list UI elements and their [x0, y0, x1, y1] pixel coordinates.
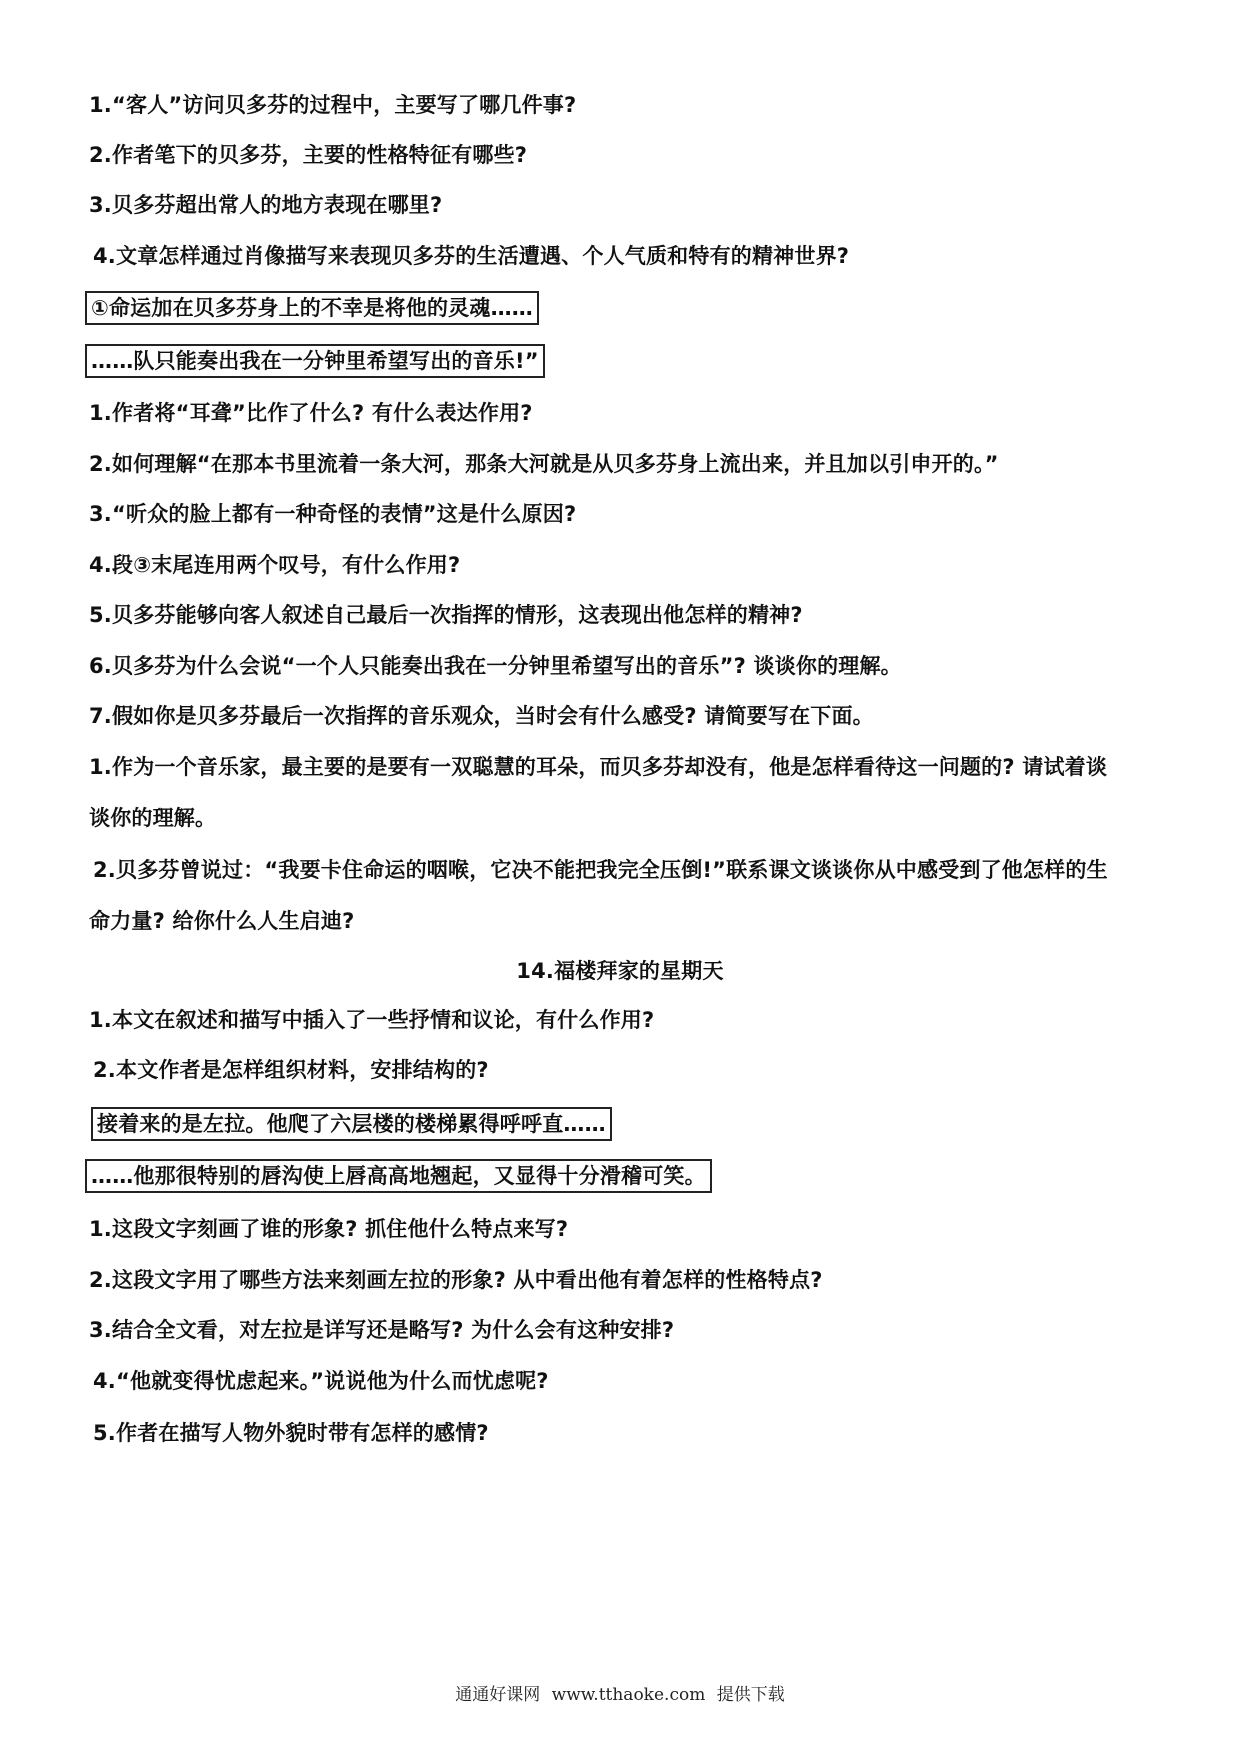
- question-line: 1.作者将“耳聋”比作了什么? 有什么表达作用?: [89, 401, 533, 425]
- excerpt-box-end: ……队只能奏出我在一分钟里希望写出的音乐!”: [85, 344, 545, 378]
- question-line-continued: 命力量? 给你什么人生启迪?: [89, 909, 355, 933]
- question-line: 1.这段文字刻画了谁的形象? 抓住他什么特点来写?: [89, 1217, 569, 1241]
- excerpt-box-start: 接着来的是左拉。他爬了六层楼的楼梯累得呼呼直……: [91, 1107, 612, 1141]
- excerpt-box-start: ①命运加在贝多芬身上的不幸是将他的灵魂……: [85, 291, 539, 325]
- excerpt-box-end: ……他那很特别的唇沟使上唇高高地翘起，又显得十分滑稽可笑。: [85, 1159, 712, 1193]
- question-line: 6.贝多芬为什么会说“一个人只能奏出我在一分钟里希望写出的音乐”? 谈谈你的理解。: [89, 654, 902, 678]
- question-line: 2.如何理解“在那本书里流着一条大河，那条大河就是从贝多芬身上流出来，并且加以引申开的。”: [89, 452, 999, 476]
- question-line: 2.作者笔下的贝多芬，主要的性格特征有哪些?: [89, 143, 528, 167]
- question-line: 2.这段文字用了哪些方法来刻画左拉的形象? 从中看出他有着怎样的性格特点?: [89, 1268, 823, 1292]
- question-line-continued: 谈你的理解。: [89, 806, 217, 830]
- question-line: 1.本文在叙述和描写中插入了一些抒情和议论，有什么作用?: [89, 1008, 655, 1032]
- question-line: 3.贝多芬超出常人的地方表现在哪里?: [89, 193, 443, 217]
- page-footer: 通通好课网 www.tthaoke.com 提供下载: [455, 1685, 785, 1705]
- question-line: 3.“听众的脸上都有一种奇怪的表情”这是什么原因?: [89, 502, 577, 526]
- question-line: 4.段③末尾连用两个叹号，有什么作用?: [89, 553, 461, 577]
- question-line: 1.“客人”访问贝多芬的过程中，主要写了哪几件事?: [89, 93, 577, 117]
- question-line: 5.贝多芬能够向客人叙述自己最后一次指挥的情形，这表现出他怎样的精神?: [89, 603, 803, 627]
- question-line: 4.文章怎样通过肖像描写来表现贝多芬的生活遭遇、个人气质和特有的精神世界?: [93, 244, 850, 268]
- question-line: 4.“他就变得忧虑起来。”说说他为什么而忧虑呢?: [93, 1369, 549, 1393]
- question-line: 2.贝多芬曾说过：“我要卡住命运的咽喉，它决不能把我完全压倒!”联系课文谈谈你从中感受到了他怎样的生: [93, 858, 1108, 882]
- question-line: 3.结合全文看，对左拉是详写还是略写? 为什么会有这种安排?: [89, 1318, 675, 1342]
- question-line: 1.作为一个音乐家，最主要的是要有一双聪慧的耳朵，而贝多芬却没有，他是怎样看待这一问题的? 请试着谈: [89, 755, 1108, 779]
- question-line: 5.作者在描写人物外貌时带有怎样的感情?: [93, 1421, 489, 1445]
- question-line: 7.假如你是贝多芬最后一次指挥的音乐观众，当时会有什么感受? 请简要写在下面。: [89, 704, 874, 728]
- question-line: 2.本文作者是怎样组织材料，安排结构的?: [93, 1058, 489, 1082]
- section-title: 14.福楼拜家的星期天: [516, 959, 724, 983]
